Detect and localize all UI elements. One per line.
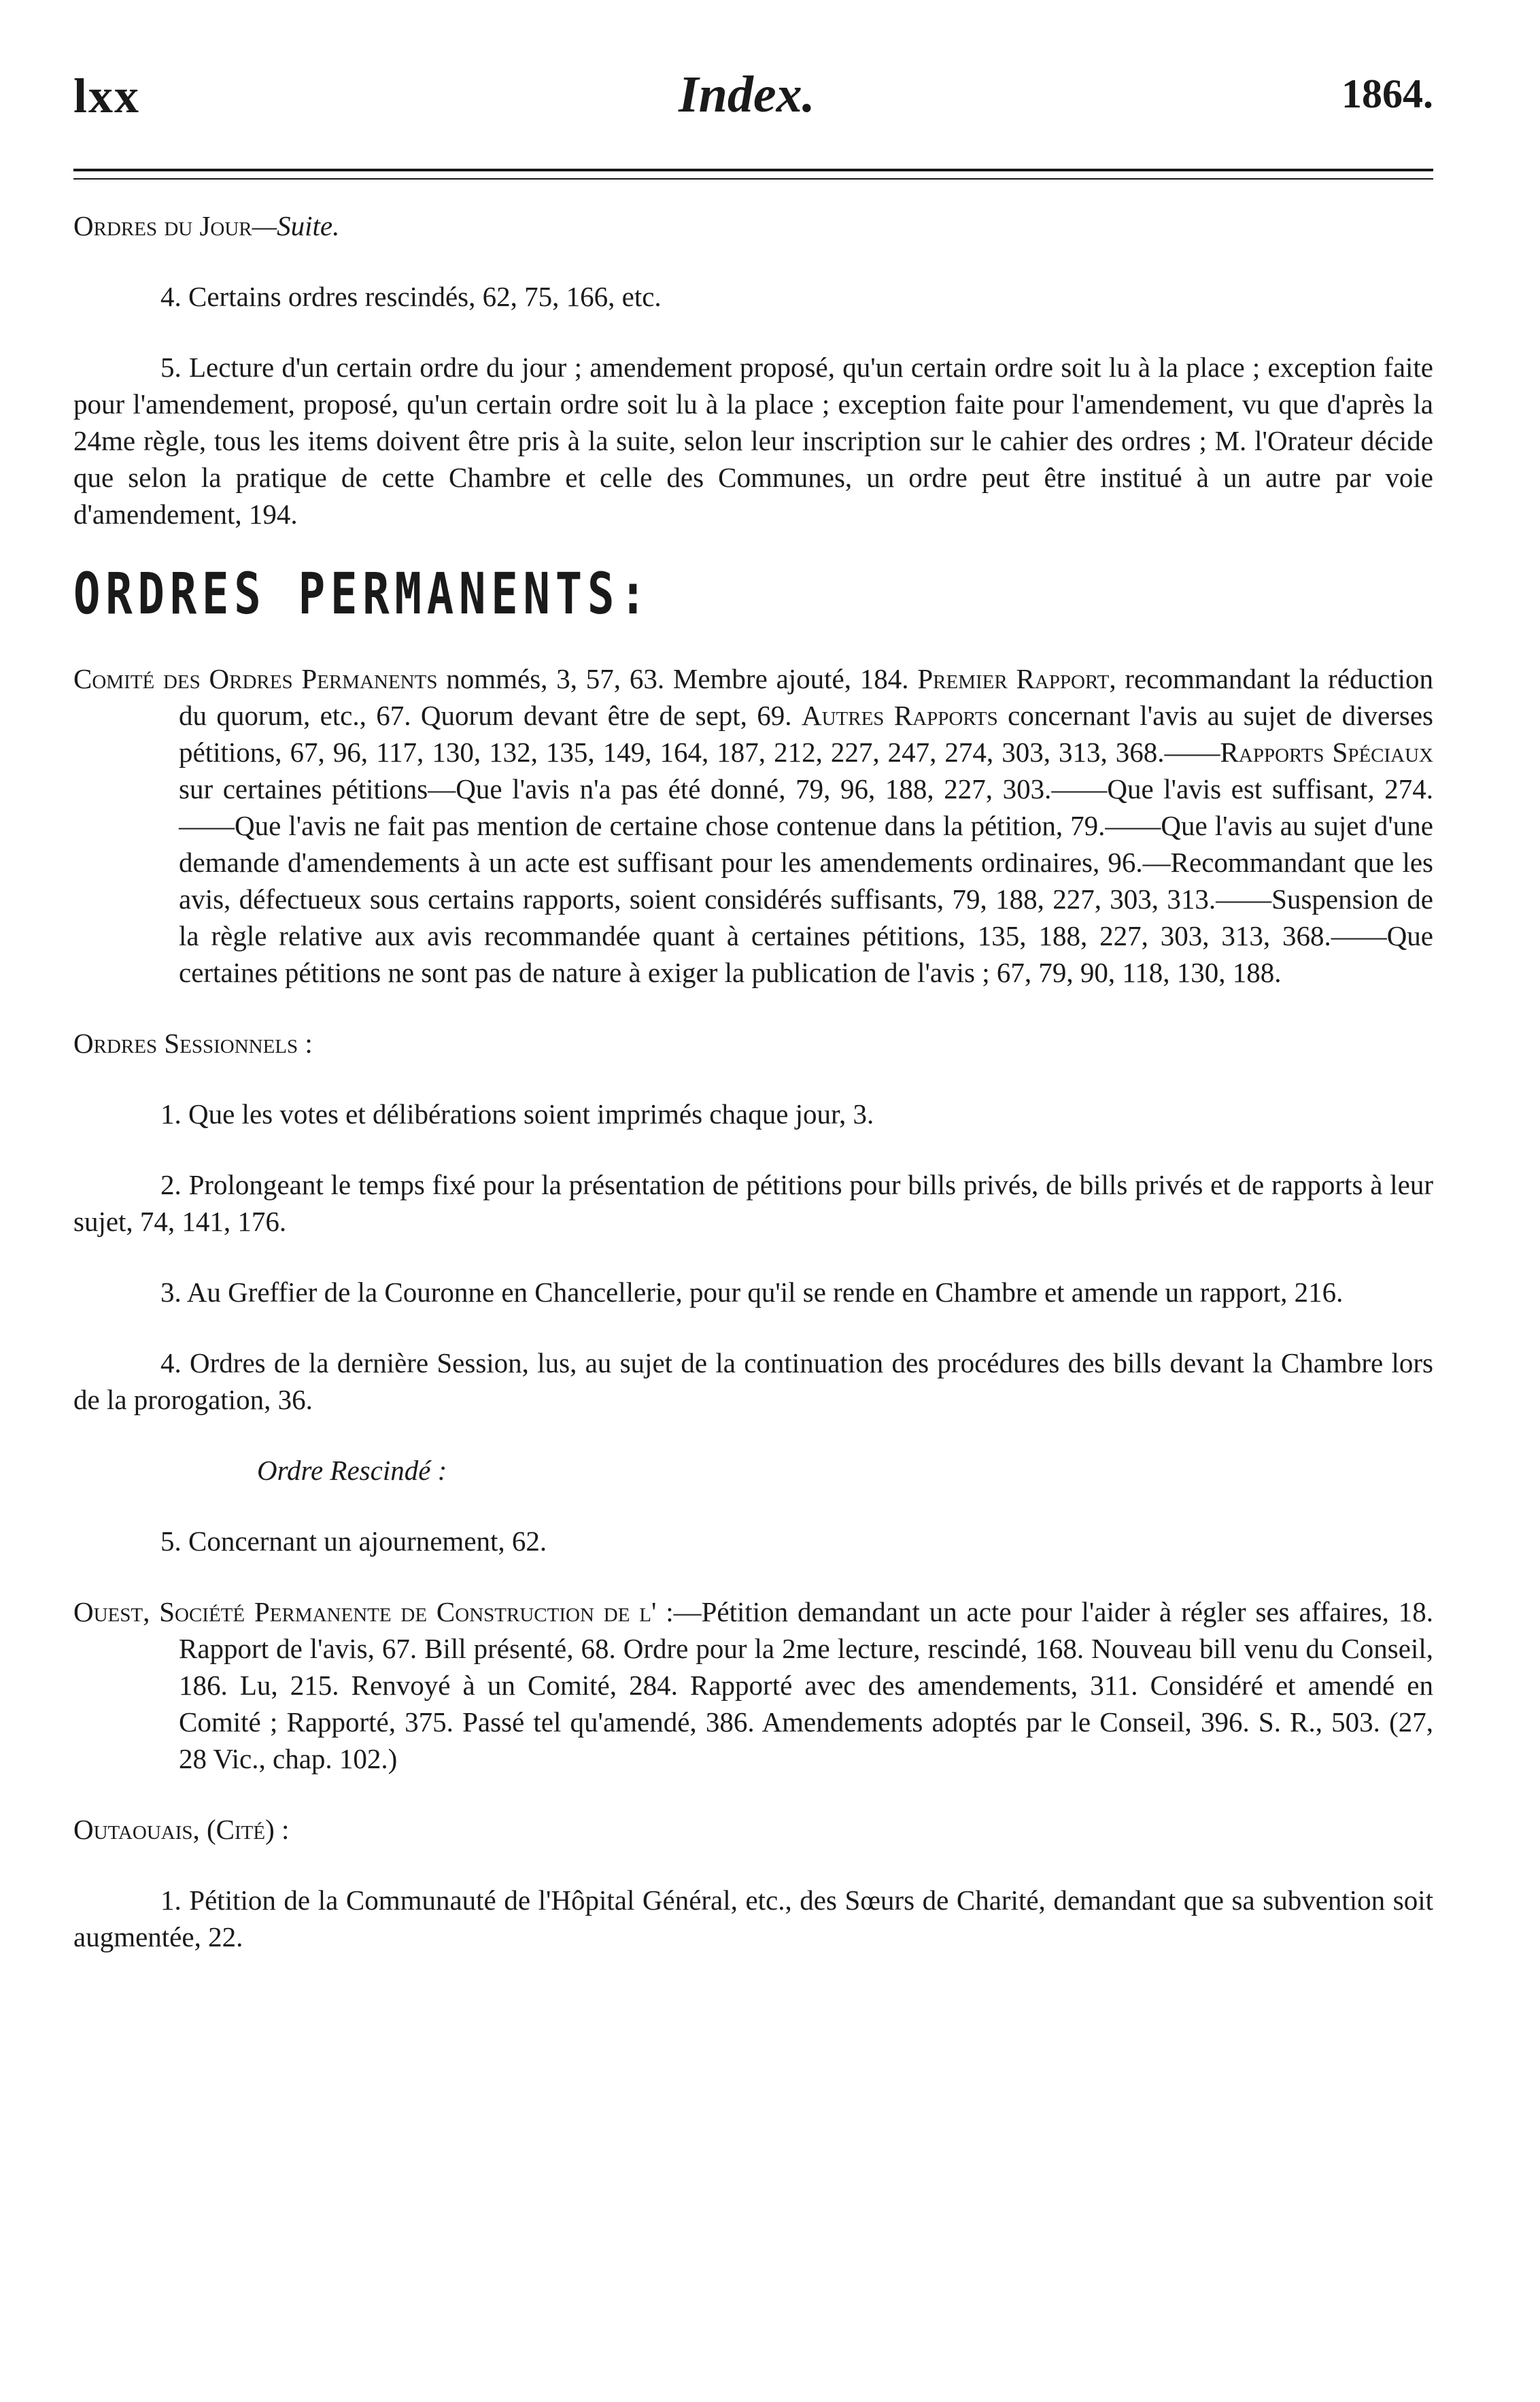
ordres-du-jour-item: 4. Certains ordres rescindés, 62, 75, 166, etc. bbox=[160, 281, 662, 312]
ordres-sessionnels-label: Ordres Sessionnels : bbox=[73, 1028, 313, 1059]
ordre-rescinde-subheading: Ordre Rescindé : bbox=[257, 1455, 447, 1486]
ordres-sessionnels-item: 3. Au Greffier de la Couronne en Chancellerie, pour qu'il se rende en Chambre et amende un rapport, 216. bbox=[160, 1276, 1344, 1308]
entry-ouest-societe: Ouest, Société Permanente de Construction de l' :—Pétition demandant un acte pour l'aider à régler ses affaires, 18. Rapport de l'avis, 67. Bill présenté, 68. Ordre pour la 2me lecture, rescindé, 168. Nouveau bill venu du Conseil, 186. Lu, 215. Renvoyé à un Comité, 284. Rapporté avec des amendements, 311. Considéré et amendé en Comité ; Rapporté, 375. Passé tel qu'amendé, 386. Amendements adoptés par le Conseil, 396. S. R., 503. (27, 28 Vic., chap. 102.) bbox=[73, 1596, 1433, 1774]
ordres-sessionnels-item: 4. Ordres de la dernière Session, lus, au sujet de la continuation des procédures des bills devant la Chambre lors de la prorogation, 36. bbox=[73, 1347, 1433, 1415]
entry-label: Comité des Ordres Permanents bbox=[73, 663, 438, 694]
page-header bbox=[73, 68, 1433, 136]
ordres-du-jour-item: 5. Lecture d'un certain ordre du jour ; amendement proposé, qu'un certain ordre soit lu à la place ; exception faite pour l'amendement, proposé, qu'un certain ordre soit lu à la place ; exception faite pour l'amendement, vu que d'après la 24me règle, tous les items doivent être pris à la suite, selon leur inscription sur le cahier des ordres ; M. l'Orateur décide que selon la pratique de cette Chambre et celle des Communes, un ordre peut être institué à un autre par voie d'amendement, 194. bbox=[73, 352, 1433, 530]
page-number: lxx bbox=[73, 69, 141, 123]
ordres-sessionnels-item: 2. Prolongeant le temps fixé pour la présentation de pétitions pour bills privés, de bills privés et de rapports à leur sujet, 74, 141, 176. bbox=[73, 1169, 1433, 1237]
ordres-sessionnels-item: 1. Que les votes et délibérations soient imprimés chaque jour, 3. bbox=[160, 1098, 874, 1130]
entry-comite-ordres-permanents: Comité des Ordres Permanents nommés, 3, 57, 63. Membre ajouté, 184. Premier Rapport, recommandant la réduction du quorum, etc., 67. Quorum devant être de sept, 69. Autres Rapports concernant l'avis au sujet de diverses pétitions, 67, 96, 117, 130, 132, 135, 149, 164, 187, 212, 227, 247, 274, 303, 313, 368.——Rapports Spéciaux sur certaines pétitions—Que l'avis n'a pas été donné, 79, 96, 188, 227, 303.——Que l'avis est suffisant, 274.——Que l'avis ne fait pas mention de certaine chose contenue dans la pétition, 79.——Que l'avis au sujet d'une demande d'amendements à un acte est suffisant pour les amendements ordinaires, 96.—Recommandant que les avis, défectueux sous certains rapports, soient considérés suffisants, 79, 188, 227, 303, 313.——Suspension de la règle relative aux avis recommandée quant à certaines pétitions, 135, 188, 227, 303, 313, 368.——Que certaines pétitions ne sont pas de nature à exiger la publication de l'avis ; 67, 79, 90, 118, 130, 188. bbox=[73, 663, 1434, 988]
ordre-rescinde-item: 5. Concernant un ajournement, 62. bbox=[160, 1525, 547, 1557]
header-rule-thin bbox=[73, 178, 1433, 180]
section-heading-ordres-permanents: ORDRES PERMANENTS: bbox=[73, 560, 652, 627]
header-year: 1864. bbox=[1341, 71, 1433, 116]
ordres-du-jour-label: Ordres du Jour—Suite. bbox=[73, 210, 340, 241]
outaouais-label: Outaouais, (Cité) : bbox=[73, 1814, 290, 1845]
index-content bbox=[73, 207, 1433, 1989]
entry-label: Ouest, Société Permanente de Construction de l' bbox=[73, 1596, 657, 1627]
running-title: Index. bbox=[679, 66, 815, 123]
header-rule-thick bbox=[73, 169, 1433, 171]
outaouais-item: 1. Pétition de la Communauté de l'Hôpital Général, etc., des Sœurs de Charité, demandant que sa subvention soit augmentée, 22. bbox=[73, 1884, 1433, 1952]
